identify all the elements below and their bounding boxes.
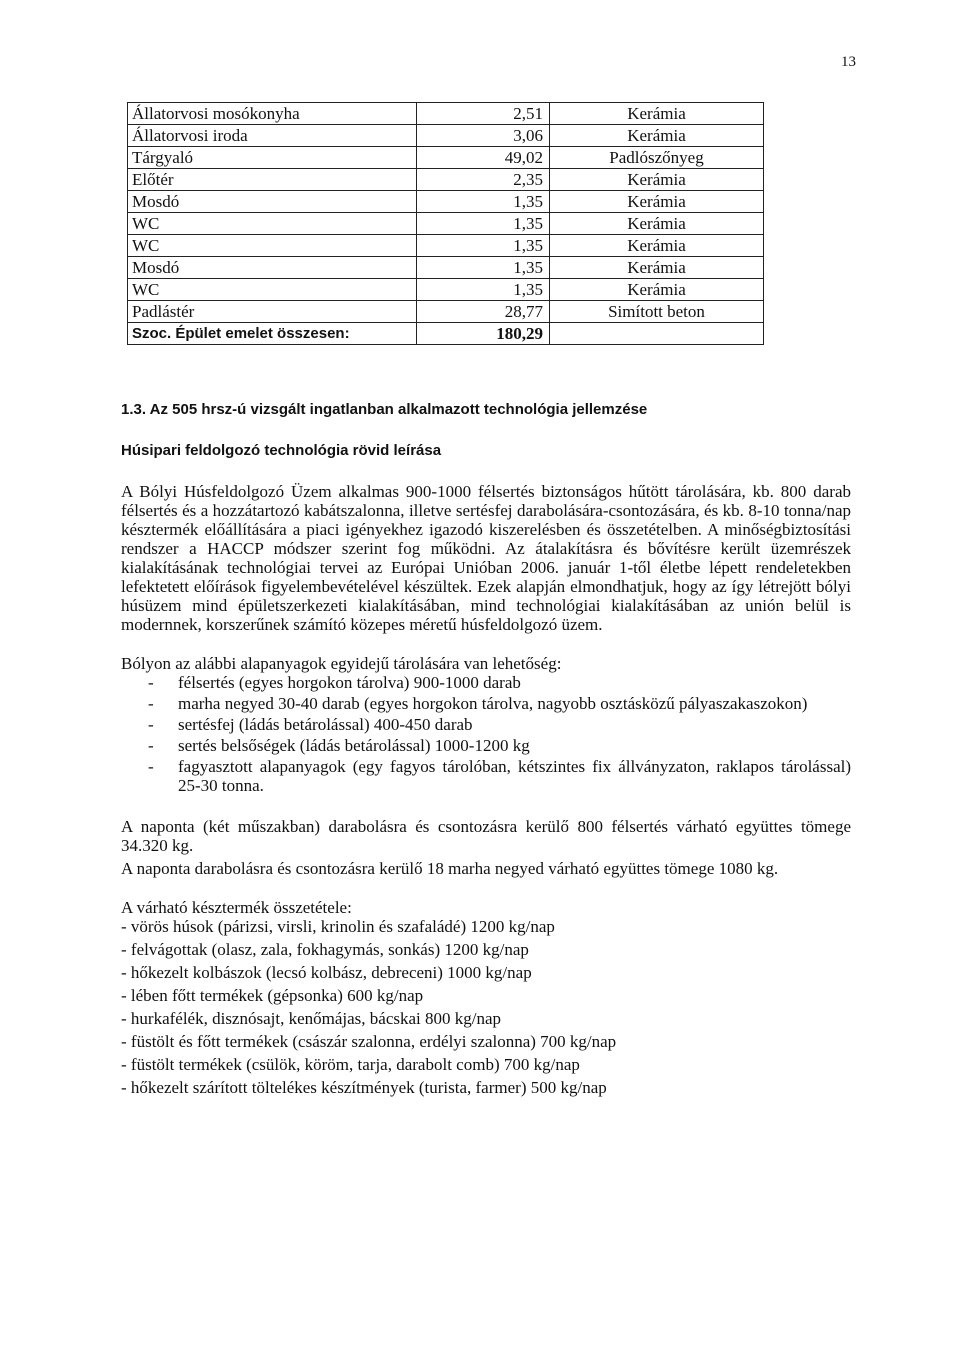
table-total-row [128, 323, 764, 345]
room-material-cell: Kerámia [550, 125, 764, 147]
room-material-cell: Kerámia [550, 235, 764, 257]
room-name-cell: Tárgyaló [128, 147, 417, 169]
list-item: - hurkafélék, disznósajt, kenőmájas, bácskai 800 kg/nap [121, 1009, 502, 1028]
storage-intro: Bólyon az alábbi alapanyagok egyidejű tárolására van lehetőség: [121, 654, 562, 673]
list-item: - füstölt termékek (csülök, köröm, tarja, darabolt comb) 700 kg/nap [121, 1055, 580, 1074]
products-intro: A várható késztermék összetétele: [121, 898, 352, 917]
list-item-text: sertésfej (ládás betárolással) 400-450 darab [178, 715, 473, 734]
technology-description-paragraph: A Bólyi Húsfeldolgozó Üzem alkalmas 900-1000 félsertés biztonságos hűtött tárolására, kb. 800 darab félsertés és a hozzátartozó kabátszalonna, illetve sertésfej darabolására-csontozására, és kb. 8-10 tonna/nap késztermék előállítására a piaci igényekhez igazodó kiszerelésben és összetételben. A minőségbiztosítási rendszer a HACCP módszer szerint fog működni. Az átalakításra és bővítésre került üzemrészek kialakításának technológiai tervei az Európai Unióban 2006. január 1-től életbe lépett rendeletekben lefektetett előírások figyelembevételével készültek. Ezek alapján elmondhatjuk, hogy az így létrejött bólyi húsüzem mind épületszerkezeti kialakításában, mind technológiai kialakításában az unión belül is modernnek, korszerűnek számító közepes méretű húsfeldolgozó üzem. [121, 482, 851, 634]
list-item: - félsertés (egyes horgokon tárolva) 900-1000 darab [148, 673, 521, 692]
room-area-cell: 1,35 [417, 257, 550, 279]
list-item-text: fagyasztott alapanyagok (egy fagyos tárolóban, kétszintes fix állványzaton, raklapos tárolással) 25-30 tonna. [178, 757, 851, 795]
room-material-cell: Kerámia [550, 213, 764, 235]
list-item: - sertés belsőségek (ládás betárolással) 1000-1200 kg [148, 736, 530, 755]
rooms-area-table [127, 102, 764, 345]
products-list [121, 917, 851, 1097]
room-area-cell: 1,35 [417, 235, 550, 257]
room-name-cell: WC [128, 235, 417, 257]
table-row [128, 301, 764, 323]
room-name-cell: Mosdó [128, 257, 417, 279]
list-item: - füstölt és főtt termékek (császár szalonna, erdélyi szalonna) 700 kg/nap [121, 1032, 617, 1051]
table-row [128, 213, 764, 235]
room-material-cell: Kerámia [550, 169, 764, 191]
table-row [128, 147, 764, 169]
room-area-cell: 49,02 [417, 147, 550, 169]
list-item: - lében főtt termékek (gépsonka) 600 kg/nap [121, 986, 424, 1005]
list-item-text: sertés belsőségek (ládás betárolással) 1000-1200 kg [178, 736, 530, 755]
room-area-cell: 3,06 [417, 125, 550, 147]
list-item: - sertésfej (ládás betárolással) 400-450 darab [148, 715, 473, 734]
room-name-cell: Állatorvosi mosókonyha [128, 103, 417, 125]
list-item: - hőkezelt kolbászok (lecsó kolbász, debreceni) 1000 kg/nap [121, 963, 532, 982]
list-item: - vörös húsok (párizsi, virsli, krinolin és szafaládé) 1200 kg/nap [121, 917, 555, 936]
table-row [128, 169, 764, 191]
room-name-cell: Állatorvosi iroda [128, 125, 417, 147]
list-item: - marha negyed 30-40 darab (egyes horgokon tárolva, nagyobb osztásközű pályaszakaszokon) [148, 694, 808, 713]
room-material-cell: Kerámia [550, 257, 764, 279]
daily-beef-paragraph: A naponta darabolásra és csontozásra kerülő 18 marha negyed várható együttes tömege 1080 kg. [121, 859, 779, 878]
table-row [128, 125, 764, 147]
main-content [121, 400, 851, 1101]
table-row [128, 103, 764, 125]
room-material-cell: Kerámia [550, 191, 764, 213]
room-name-cell: Mosdó [128, 191, 417, 213]
list-item: - hőkezelt szárított töltelékes készítmények (turista, farmer) 500 kg/nap [121, 1078, 607, 1097]
room-material-cell: Kerámia [550, 279, 764, 301]
list-item: - felvágottak (olasz, zala, fokhagymás, sonkás) 1200 kg/nap [121, 940, 529, 959]
list-item-text: félsertés (egyes horgokon tárolva) 900-1000 darab [178, 673, 521, 692]
room-area-cell: 1,35 [417, 191, 550, 213]
room-area-cell: 1,35 [417, 213, 550, 235]
room-name-cell: Előtér [128, 169, 417, 191]
page-number: 13 [841, 54, 856, 70]
room-name-cell: WC [128, 279, 417, 301]
table-row [128, 279, 764, 301]
section-heading: 1.3. Az 505 hrsz-ú vizsgált ingatlanban alkalmazott technológia jellemzése [121, 401, 648, 418]
table-row [128, 257, 764, 279]
sub-heading: Húsipari feldolgozó technológia rövid leírása [121, 442, 442, 459]
room-material-cell: Simított beton [550, 301, 764, 323]
table-row [128, 191, 764, 213]
room-name-cell: WC [128, 213, 417, 235]
list-item-text: marha negyed 30-40 darab (egyes horgokon tárolva, nagyobb osztásközű pályaszakaszokon) [178, 694, 808, 713]
rooms-table-body [128, 103, 764, 345]
list-item: - fagyasztott alapanyagok (egy fagyos tárolóban, kétszintes fix állványzaton, raklapos tárolással) 25-30 tonna. [148, 757, 851, 795]
room-material-cell: Kerámia [550, 103, 764, 125]
room-name-cell: Padlástér [128, 301, 417, 323]
total-area: 180,29 [417, 323, 550, 345]
total-material [550, 323, 764, 345]
storage-list [121, 673, 851, 795]
table-row [128, 235, 764, 257]
room-area-cell: 1,35 [417, 279, 550, 301]
daily-halfcarcass-paragraph: A naponta (két műszakban) darabolásra és csontozásra kerülő 800 félsertés várható együttes tömege 34.320 kg. [121, 817, 851, 855]
total-label: Szoc. Épület emelet összesen: [128, 323, 417, 345]
room-area-cell: 28,77 [417, 301, 550, 323]
room-material-cell: Padlószőnyeg [550, 147, 764, 169]
room-area-cell: 2,51 [417, 103, 550, 125]
room-area-cell: 2,35 [417, 169, 550, 191]
